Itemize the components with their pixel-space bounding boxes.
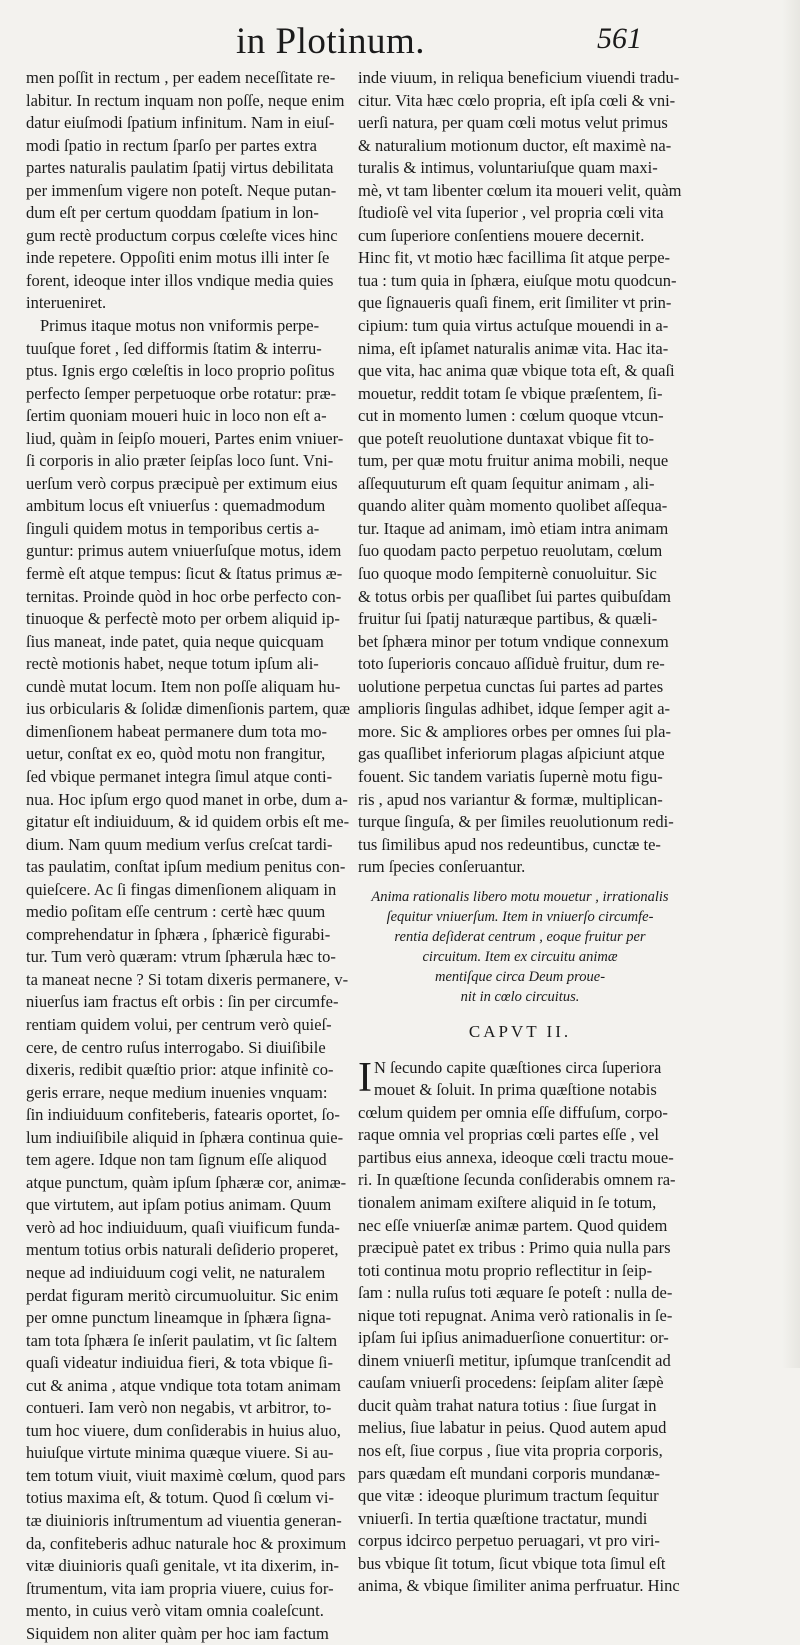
text-line: more. Sic & ampliores orbes per omnes ſui pla- bbox=[358, 721, 671, 741]
text-line: tas paulatim, conſtat ipſum medium penitus con- bbox=[26, 857, 346, 877]
running-header-title: in Plotinum. bbox=[236, 21, 425, 62]
text-line: que poteſt reuolutione duntaxat vbique fit to- bbox=[358, 428, 655, 448]
chapter-line: raque omnia vel proprias cœli partes eſſe , vel bbox=[358, 1125, 660, 1145]
text-line: ſi corporis in alio præter ſeipſas loco ſunt. Vni- bbox=[26, 451, 334, 471]
text-line: nua. Hoc ipſum ergo quod manet in orbe, dum a- bbox=[26, 789, 348, 809]
text-line: & totus orbis per quaſlibet ſui partes quibuſdam bbox=[358, 586, 671, 606]
drop-cap-initial: I bbox=[358, 1054, 372, 1101]
text-line: bet ſphæra minor per totum vndique connexum bbox=[358, 631, 669, 651]
right-column bbox=[358, 67, 682, 1598]
text-line: ſuo quodam pacto perpetuo reuolutam, cœlum bbox=[358, 541, 663, 561]
text-line: tum, per quæ motu fruitur anima mobili, neque bbox=[358, 451, 669, 471]
text-line: mè, vt tam libenter cœlum ita moueri velit, quàm bbox=[358, 180, 682, 200]
chapter-line: dinem vniuerſi metitur, ipſumque tranſcendit ad bbox=[358, 1350, 671, 1370]
text-line: cundè mutat locum. Item non poſſe aliquam hu- bbox=[26, 676, 341, 696]
text-line: Siquidem non aliter quàm per hoc iam factum bbox=[26, 1623, 329, 1643]
text-line: ambitum locus eſt vniuerſus : quemadmodum bbox=[26, 496, 326, 516]
text-line: quaſi videatur indiuidua fieri, & tota vbique ſi- bbox=[26, 1353, 334, 1373]
text-line: partes naturalis paulatim ſpatij virtus debilitata bbox=[26, 158, 334, 178]
text-line: cipium: tum quia virtus actuſque mouendi in a- bbox=[358, 316, 669, 336]
text-line: uetur, conſtat ex eo, quòd motu non frangitur, bbox=[26, 744, 326, 764]
text-line: ſuo quoque modo ſempiternè conuoluitur. Sic bbox=[358, 564, 657, 584]
text-line: fermè eſt atque tempus: ſicut & ſtatus primus æ- bbox=[26, 564, 343, 584]
text-line: forent, ideoque inter illos vndique media quies bbox=[26, 270, 334, 290]
text-line: que vita, hac anima quæ vbique tota eſt, & quaſi bbox=[358, 361, 675, 381]
text-line: gas quaſlibet inferiorum plagas aſpiciunt atque bbox=[358, 744, 665, 764]
text-line: nima, eſt ipſamet naturalis animæ vita. Hac ita- bbox=[358, 338, 669, 358]
text-line: ris , apud nos variantur & formæ, multiplican- bbox=[358, 789, 663, 809]
text-line: mouetur, reddit totam ſe vbique præſentem, ſi- bbox=[358, 383, 663, 403]
text-line: da, confiteberis adhuc naturale hoc & proximum bbox=[26, 1533, 347, 1553]
text-line: & naturalium motionum ductor, eſt maximè na- bbox=[358, 135, 672, 155]
text-line: ſin indiuiduum confiteberis, fatearis oportet, ſo- bbox=[26, 1105, 340, 1125]
text-line: geris errare, neque medium inuenies vnquam: bbox=[26, 1082, 328, 1102]
text-line: uerſum verò corpus præcipuè per extimum eius bbox=[26, 473, 338, 493]
chapter-line: præcipuè patet ex tribus : Primo quia nulla pars bbox=[358, 1238, 671, 1258]
text-line: mentum totius orbis naturali deſiderio properet, bbox=[26, 1240, 339, 1260]
text-line: tuuſque foret , ſed difformis ſtatim & interru- bbox=[26, 338, 322, 358]
text-line: ſtrumentum, vita iam propria viuere, cuius for- bbox=[26, 1578, 334, 1598]
chapter-line: corpus idcirco perpetuo peruagari, vt pro viri- bbox=[358, 1531, 660, 1551]
text-line: datur eiuſmodi ſpatium infinitum. Nam in eiuſ- bbox=[26, 113, 335, 133]
text-line: mento, in cuius verò vitam omnia coaleſcunt. bbox=[26, 1601, 324, 1621]
text-line: uolutione perpetua cunctas ſui partes ad partes bbox=[358, 676, 664, 696]
text-line: perfecto ſemper perpetuoque orbe rotatur: præ- bbox=[26, 383, 337, 403]
text-line: lum indiuiſibile aliquid in ſphæra continua quie- bbox=[26, 1127, 344, 1147]
text-line: labitur. In rectum inquam non poſſe, neque enim bbox=[26, 90, 345, 110]
text-line: ſtudioſè vel vita ſuperior , vel propria cœli vita bbox=[358, 203, 664, 223]
chapter-line: ſam : nulla ruſus toti æquare ſe poteſt : nulla de- bbox=[358, 1283, 673, 1303]
chapter-line: mouet & ſoluit. In prima quæſtione notabis bbox=[374, 1080, 657, 1100]
chapter-line: que vitæ : ideoque plurimum tractum ſequitur bbox=[358, 1486, 659, 1506]
text-line: uerſi natura, per quam cœli motus velut primus bbox=[358, 113, 668, 133]
text-line: tus ſimilibus apud nos redeuntibus, cunctæ te- bbox=[358, 834, 661, 854]
text-line: tinuoque & perfectè moto per orbem aliquid ip- bbox=[26, 609, 340, 629]
right-column-body bbox=[358, 67, 682, 879]
chapter-line: partibus eius annexa, ideoque cœli tractu moue- bbox=[358, 1147, 674, 1167]
text-line: quieſcere. Ac ſi fingas dimenſionem aliquam in bbox=[26, 879, 337, 899]
text-line: vitæ diuinioris quaſi genitale, vt ita dixerim, in- bbox=[26, 1556, 339, 1576]
text-line: contueri. Iam verò non negabis, vt arbitror, to- bbox=[26, 1398, 332, 1418]
chapter-line: melius, ſiue labatur in peius. Quod autem apud bbox=[358, 1418, 667, 1438]
text-line: rentiam quidem volui, per centrum verò quieſ- bbox=[26, 1014, 332, 1034]
text-line: turque ſinguſa, & per ſimiles reuolutionum redi- bbox=[358, 812, 674, 832]
text-line: men poſſit in rectum , per eadem neceſſitate re- bbox=[26, 68, 336, 87]
text-line: dium. Nam quum medium verſus creſcat tardi- bbox=[26, 834, 333, 854]
text-line: Hinc fit, vt motio hæc facillima ſit atque perpe- bbox=[358, 248, 671, 268]
text-line: cut in momento lumen : cœlum quoque vtcun- bbox=[358, 406, 664, 426]
summary-line: circuitum. Item ex circuitu animæ bbox=[422, 948, 618, 965]
text-line: medio poſitam eſſe centrum : certè hæc quum bbox=[26, 902, 326, 922]
text-line: liud, quàm in ſeipſo moueri, Partes enim vniuer- bbox=[26, 428, 344, 448]
text-line: verò ad hoc indiuiduum, quaſi viuificum funda- bbox=[26, 1217, 340, 1237]
chapter-text bbox=[358, 1054, 682, 1598]
text-line: rectè motionis habet, neque totum ipſum ali- bbox=[26, 654, 319, 674]
text-line: interueniret. bbox=[26, 293, 107, 313]
text-line: dixeris, redibit quæſtio prior: atque infinitè co- bbox=[26, 1060, 334, 1080]
text-line: gitatur eſt indiuiduum, & id quidem orbis eſt me- bbox=[26, 812, 350, 832]
text-line: tem agere. Idque non tam ſignum eſſe aliquod bbox=[26, 1150, 327, 1170]
text-line: ſinguli quidem motus in temporibus certis a- bbox=[26, 518, 320, 538]
text-line: tur. Itaque ad animam, imò etiam intra animam bbox=[358, 518, 669, 538]
text-line: fouent. Sic tandem variatis ſupernè motu figu- bbox=[358, 766, 663, 786]
chapter-line: tionalem animam exiſtere aliquid in ſe totum, bbox=[358, 1192, 657, 1212]
left-column bbox=[26, 67, 349, 1645]
text-line: perdat figuram meritò circumuoluitur. Sic enim bbox=[26, 1285, 339, 1305]
chapter-line: pars quædam eſt mundani corporis mundanæ- bbox=[358, 1463, 660, 1483]
chapter-body bbox=[358, 1054, 682, 1598]
chapter-line: nos eſt, ſiue corpus , ſiue vita propria corporis, bbox=[358, 1440, 663, 1460]
text-line: que ſignaueris quaſi finem, erit ſimiliter vt prin- bbox=[358, 293, 672, 313]
chapter-line: vniuerſi. In tertia quæſtione tractatur, mundi bbox=[358, 1508, 648, 1528]
text-line: Primus itaque motus non vniformis perpe- bbox=[40, 316, 320, 336]
chapter-line: anima, & vbique ſimiliter anima perfruatur. Hinc bbox=[358, 1576, 680, 1596]
summary-line: Anima rationalis libero motu mouetur , irrationalis bbox=[371, 888, 669, 905]
text-line: per omne punctum lineamque in ſphæra ſigna- bbox=[26, 1308, 332, 1328]
text-line: dimenſionem habeat permanere dum tota mo- bbox=[26, 721, 328, 741]
text-line: turalis & intimus, voluntariuſque quam maxi- bbox=[358, 158, 658, 178]
text-line: aſſequuturum eſt quam ſequitur animam , ali- bbox=[358, 473, 655, 493]
text-line: rum ſpecies conſeruantur. bbox=[358, 857, 526, 877]
chapter-line: ri. In quæſtione ſecunda conſiderabis omnem ra- bbox=[358, 1170, 676, 1190]
text-line: ſius maneat, inde patet, quia neque quicquam bbox=[26, 631, 324, 651]
text-line: tem totum viuit, viuit maximè cœlum, quod pars bbox=[26, 1465, 346, 1485]
text-line: atque punctum, quàm ipſum ſphæræ cor, animæ- bbox=[26, 1172, 347, 1192]
chapter-line: nique toti repugnat. Anima verò rationalis in ſe- bbox=[358, 1305, 673, 1325]
text-line: guntur: primus autem vniuerſuſque motus, idem bbox=[26, 541, 342, 561]
text-line: ius orbicularis & ſolidæ dimenſionis partem, quæ bbox=[26, 699, 351, 719]
text-line: ta maneat necne ? Si totam dixeris permanere, v- bbox=[26, 969, 349, 989]
text-line: totius maxima eſt, & totum. Quod ſi cœlum vi- bbox=[26, 1488, 334, 1508]
chapter-line: cauſam vniuerſi procedens: ſeipſam aliter ſæpè bbox=[358, 1373, 664, 1393]
text-line: per immenſum vigere non poteſt. Neque putan- bbox=[26, 180, 337, 200]
chapter-line: bus vbique ſit totum, ſicut vbique tota ſimul eſt bbox=[358, 1553, 666, 1573]
summary-line: rentia deſiderat centrum , eoque fruitur per bbox=[394, 928, 646, 945]
text-line: neque ad indiuiduum cogi velit, ne naturalem bbox=[26, 1262, 326, 1282]
chapter-line: N ſecundo capite quæſtiones circa ſuperiora bbox=[374, 1057, 662, 1077]
chapter-heading: CAPVT II. bbox=[468, 1021, 572, 1041]
page-edge-shadow bbox=[782, 0, 800, 1368]
text-line: tam tota ſphæra ſe inſerit paulatim, vt ſic ſaltem bbox=[26, 1330, 338, 1350]
text-line: comprehendatur in ſphæra , ſphæricè figurabi- bbox=[26, 924, 331, 944]
text-line: toto ſuperioris concauo aſſiduè fruitur, dum re- bbox=[358, 654, 665, 674]
text-line: cum ſuperiore conſentiens mouere decernit. bbox=[358, 225, 645, 245]
summary-line: nit in cœlo circuitus. bbox=[460, 988, 580, 1005]
text-line: amplioris ſingulas adhibet, idque ſemper agit a- bbox=[358, 699, 671, 719]
text-line: modi ſpatio in rectum ſparſo per partes extra bbox=[26, 135, 317, 155]
text-line: huiuſque virtute minima quæque viuere. Si au- bbox=[26, 1443, 334, 1463]
chapter-line: cœlum quidem per omnia eſſe diffuſum, corpo- bbox=[358, 1102, 668, 1122]
text-line: citur. Vita hæc cœlo propria, eſt ipſa cœli & vni- bbox=[358, 90, 676, 110]
text-line: ternitas. Proinde quòd in hoc orbe perfecto con- bbox=[26, 586, 342, 606]
text-line: tua : tum quia in ſphæra, eiuſque motu quodcun- bbox=[358, 270, 677, 290]
text-line: tæ diuinioris inſtrumentum ad viuentia generan- bbox=[26, 1511, 342, 1530]
text-line: ſed vbique permanet integra ſimul atque conti- bbox=[26, 766, 333, 786]
text-line: niuerſus iam fractus eſt orbis : ſin per circumfe- bbox=[26, 992, 339, 1012]
chapter-line: ipſam ſui ipſius animaduerſione conuertitur: or- bbox=[358, 1328, 669, 1348]
text-line: tur. Tum verò quæram: vtrum ſphærula hæc to- bbox=[26, 947, 336, 967]
text-line: inde viuum, in reliqua beneficium viuendi tradu- bbox=[358, 68, 680, 87]
chapter-line: toti continua motu proprio reflectitur in ſeip- bbox=[358, 1260, 653, 1280]
chapter-line: ducit quàm trahat natura totius : ſiue ſurgat in bbox=[358, 1395, 657, 1415]
text-line: cut & anima , atque vndique tota totam animam bbox=[26, 1375, 341, 1395]
text-line: ptus. Ignis ergo cœleſtis in loco proprio poſitus bbox=[26, 361, 335, 381]
text-line: dum eſt per certum quoddam ſpatium in lon- bbox=[26, 203, 319, 223]
summary-line: mentiſque circa Deum proue- bbox=[434, 968, 606, 985]
marginal-summary bbox=[358, 887, 682, 1007]
text-line: inde repetere. Oppoſiti enim motus illi inter ſe bbox=[26, 248, 330, 268]
text-line: quando aliter quàm momento quolibet aſſequa- bbox=[358, 496, 668, 516]
page-number: 561 bbox=[597, 22, 642, 55]
text-line: que virtutem, aut ipſam potius animam. Quum bbox=[26, 1195, 332, 1215]
text-line: cere, de centro ruſus interrogabo. Si diuiſibile bbox=[26, 1037, 326, 1057]
chapter-line: nec eſſe vniuerſæ animæ partem. Quod quidem bbox=[358, 1215, 668, 1235]
text-line: gum rectè productum corpus cœleſte vices hinc bbox=[26, 225, 338, 245]
text-line: tum hoc viuere, dum conſiderabis in huius aluo, bbox=[26, 1420, 341, 1440]
summary-line: ſequitur vniuerſum. Item in vniuerſo circumfe- bbox=[386, 908, 654, 925]
text-line: fruitur ſui ſpatij naturæque partibus, & quæli- bbox=[358, 609, 658, 629]
text-line: ſertim quoniam moueri huic in loco non eſt a- bbox=[26, 406, 327, 426]
